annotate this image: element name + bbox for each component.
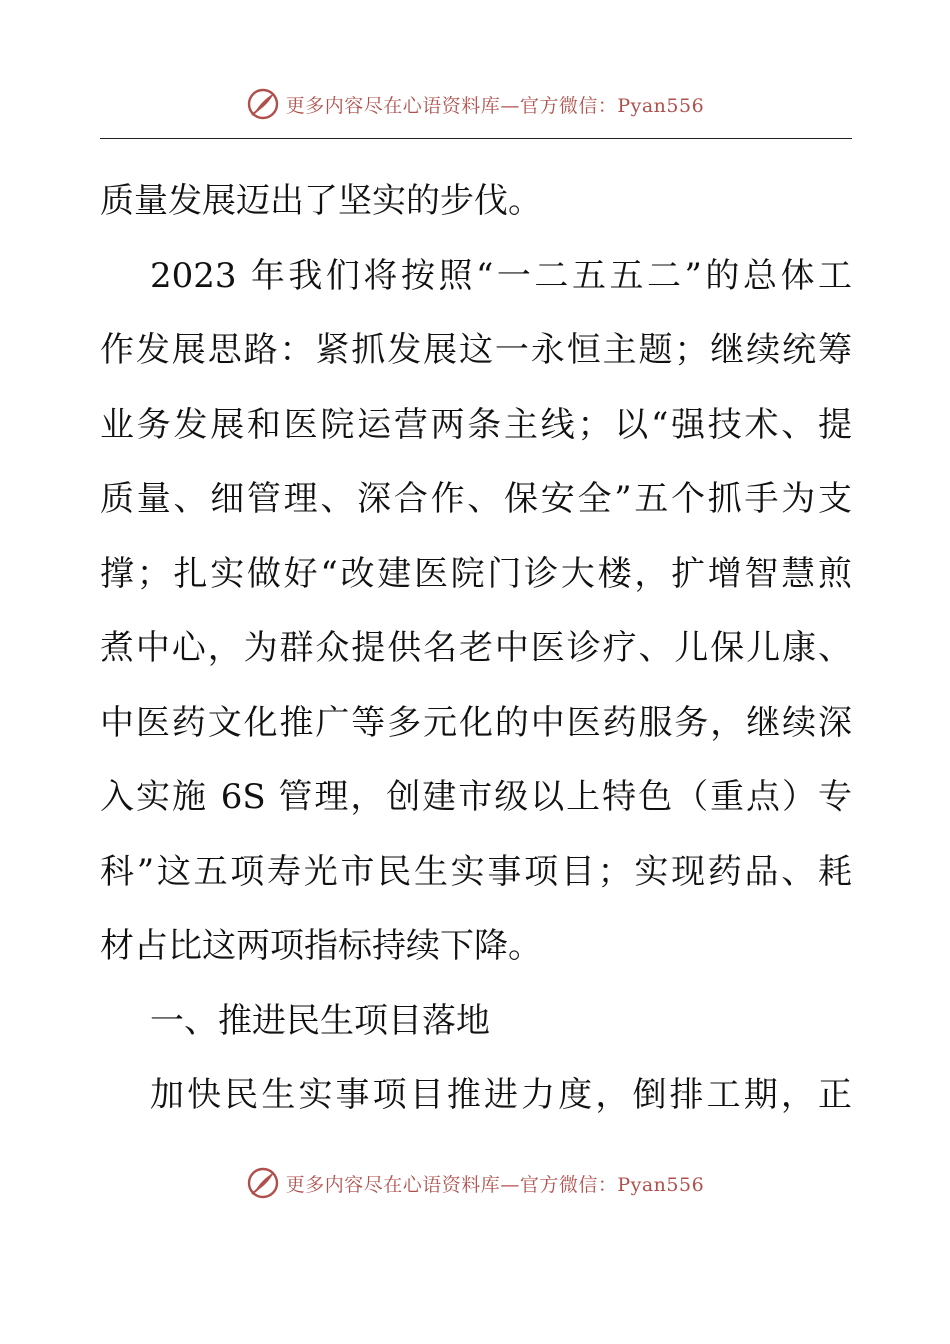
quill-logo-icon (246, 87, 280, 121)
header-banner-text (286, 91, 704, 118)
body-line: 2023 年我们将按照“一二五五二”的总体工 (150, 255, 852, 296)
body-line: 科”这五项寿光市民生实事项目；实现药品、耗 (100, 851, 852, 892)
body-line: 加快民生实事项目推进力度，倒排工期，正 (150, 1075, 852, 1115)
body-line: 煮中心，为群众提供名老中医诊疗、儿保儿康、 (100, 628, 852, 668)
header-wechat-id: Pyan556 (617, 94, 705, 117)
footer-banner-main: 更多内容尽在心语资料库 (285, 1173, 501, 1196)
quill-logo-icon (246, 1166, 280, 1200)
body-line: 中医药文化推广等多元化的中医药服务，继续深 (100, 702, 852, 743)
footer-banner-text (286, 1170, 704, 1197)
body-line: 材占比这两项指标持续下降。 (100, 926, 542, 966)
footer-wechat-id: Pyan556 (617, 1173, 705, 1196)
header-banner-label: 官方微信： (519, 94, 618, 117)
header-banner-main: 更多内容尽在心语资料库 (285, 94, 501, 117)
body-line: 质量发展迈出了坚实的步伐。 (100, 181, 542, 221)
body-line: 业务发展和医院运营两条主线；以“强技术、提 (100, 404, 852, 445)
header-banner (0, 84, 950, 124)
body-line: 撑；扎实做好“改建医院门诊大楼，扩增智慧煎 (100, 553, 852, 594)
footer-banner (0, 1163, 950, 1203)
header-rule (100, 138, 852, 139)
body-line: 作发展思路：紧抓发展这一永恒主题；继续统筹 (100, 330, 852, 370)
header-banner-dash: — (500, 94, 520, 117)
body-line: 入实施 6S 管理，创建市级以上特色（重点）专 (100, 777, 852, 817)
section-heading: 一、推进民生项目落地 (150, 1000, 490, 1041)
body-line: 质量、细管理、深合作、保安全”五个抓手为支 (100, 479, 852, 519)
footer-banner-dash: — (500, 1173, 520, 1196)
footer-banner-label: 官方微信： (519, 1173, 618, 1196)
body-text (100, 168, 852, 1137)
